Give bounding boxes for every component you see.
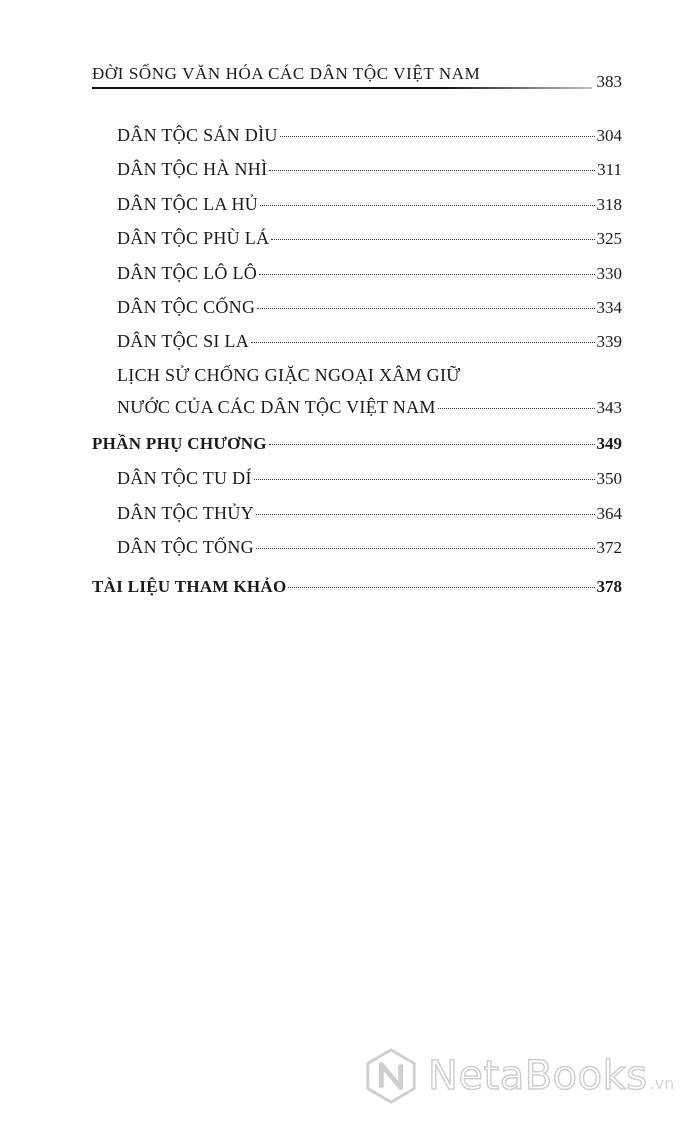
toc-entry-title: DÂN TỘC PHÙ LÁ: [117, 228, 270, 249]
watermark: [362, 1044, 692, 1108]
toc-entry-page: 318: [596, 194, 622, 214]
dot-leader: [251, 342, 594, 343]
watermark-brand: NetaBooks: [428, 1053, 648, 1099]
dot-leader: [438, 408, 595, 409]
toc-entry-title-line1: LỊCH SỬ CHỐNG GIẶC NGOẠI XÂM GIỮ: [117, 364, 461, 385]
toc-section-title: TÀI LIỆU THAM KHẢO: [92, 577, 287, 597]
toc-entry-page: 325: [596, 229, 622, 249]
dot-leader: [271, 239, 594, 240]
toc-section-entry[interactable]: [92, 427, 622, 461]
toc-entry[interactable]: [92, 118, 622, 152]
toc-entry-page: 364: [596, 503, 622, 523]
toc-entry-page: 311: [597, 160, 622, 180]
toc-entry-page: 304: [596, 126, 622, 145]
toc-entry-title: DÂN TỘC CỐNG: [117, 296, 256, 317]
toc-entry-title: DÂN TỘC THỦY: [117, 502, 254, 523]
toc-entry-title: DÂN TỘC TU DÍ: [117, 468, 252, 489]
toc-section-entry[interactable]: [92, 570, 622, 604]
toc-entry[interactable]: [92, 187, 622, 221]
toc-entry-title: DÂN TỘC SÁN DÌU: [117, 125, 278, 145]
toc-entry-page: 378: [596, 577, 622, 597]
toc-entry-title: DÂN TỘC HÀ NHÌ: [117, 159, 268, 180]
dot-leader: [259, 274, 594, 275]
toc-entry-page: 339: [596, 332, 622, 352]
toc-entry[interactable]: [92, 461, 622, 495]
toc-entry-page: 334: [596, 297, 622, 317]
toc-entry[interactable]: [92, 496, 622, 530]
toc-entry[interactable]: [92, 256, 622, 290]
dot-leader: [269, 444, 595, 445]
dot-leader: [256, 514, 595, 515]
toc-entry[interactable]: [92, 221, 622, 255]
running-title: ĐỜI SỐNG VĂN HÓA CÁC DÂN TỘC VIỆT NAM: [92, 64, 481, 83]
toc-entry-page: 330: [596, 263, 622, 283]
dot-leader: [260, 205, 594, 206]
header-rule: [92, 87, 592, 89]
toc-entry-multiline[interactable]: [92, 359, 622, 423]
toc-entry-title-line2: NƯỚC CỦA CÁC DÂN TỘC VIỆT NAM: [117, 396, 436, 417]
page-number: 383: [596, 72, 622, 91]
toc-entry-title: DÂN TỘC SI LA: [117, 331, 250, 352]
table-of-contents: [92, 118, 622, 605]
running-head: [92, 60, 622, 96]
toc-entry[interactable]: [92, 324, 622, 358]
toc-entry-page: 372: [596, 537, 622, 557]
toc-entry-title: DÂN TỘC LÔ LÔ: [117, 262, 258, 283]
dot-leader: [269, 170, 595, 171]
dot-leader: [256, 548, 595, 549]
dot-leader: [280, 136, 595, 137]
toc-entry-page: 343: [596, 397, 622, 417]
toc-entry-title: DÂN TỘC TỐNG: [117, 536, 254, 557]
toc-section-title: PHẦN PHỤ CHƯƠNG: [92, 433, 267, 453]
toc-entry[interactable]: [92, 152, 622, 186]
dot-leader: [257, 308, 594, 309]
dot-leader: [288, 587, 594, 588]
toc-entry-page: 349: [596, 433, 622, 453]
toc-entry[interactable]: [92, 530, 622, 564]
watermark-suffix: .vn: [649, 1073, 675, 1093]
netabooks-logo-icon: [362, 1047, 420, 1105]
toc-entry-page: 350: [596, 469, 622, 489]
dot-leader: [254, 479, 595, 480]
toc-entry[interactable]: [92, 290, 622, 324]
toc-entry-title: DÂN TỘC LA HỦ: [117, 193, 259, 214]
